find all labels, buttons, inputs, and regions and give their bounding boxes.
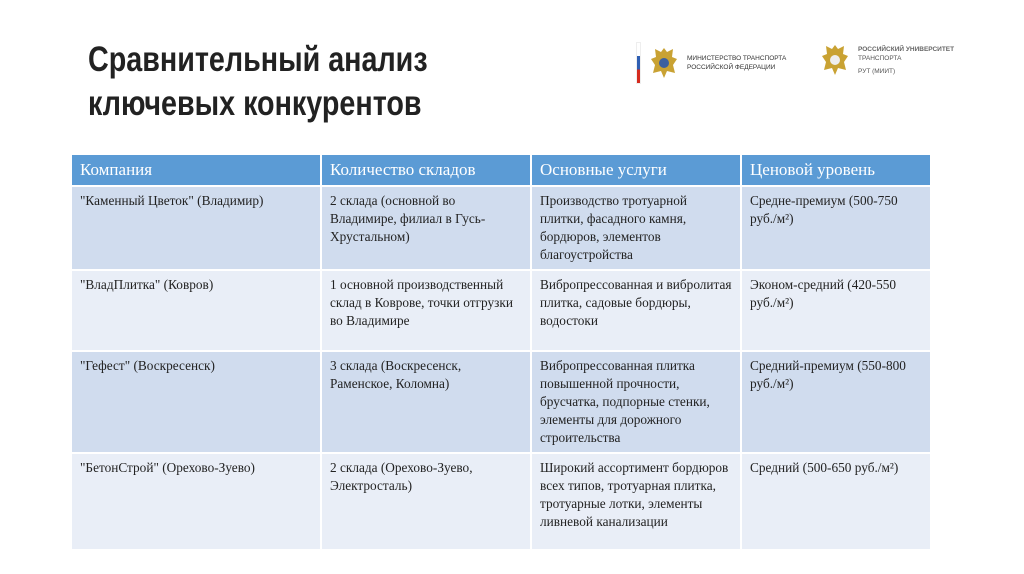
table-row — [71, 453, 931, 550]
cell-price: Эконом-средний (420-550 руб./м²) — [741, 270, 931, 351]
cell-company: "ВладПлитка" (Ковров) — [71, 270, 321, 351]
cell-services: Вибропрессованная плитка повышенной прочности, брусчатка, подпорные стенки, элементы для дорожного строительства — [531, 351, 741, 453]
table-row — [71, 351, 931, 453]
cell-company: "Гефест" (Воскресенск) — [71, 351, 321, 453]
header-warehouses: Количество складов — [321, 154, 531, 186]
cell-services: Вибропрессованная и вибролитая плитка, садовые бордюры, водостоки — [531, 270, 741, 351]
cell-price: Средний (500-650 руб./м²) — [741, 453, 931, 550]
ministry-name-2: РОССИЙСКОЙ ФЕДЕРАЦИИ — [687, 64, 776, 71]
eagle-emblem-icon — [820, 42, 850, 78]
university-abbr: РУТ (МИИТ) — [858, 67, 896, 75]
cell-warehouses: 2 склада (основной во Владимире, филиал в Гусь-Хрустальном) — [321, 186, 531, 270]
cell-warehouses: 2 склада (Орехово-Зуево, Электросталь) — [321, 453, 531, 550]
cell-services: Производство тротуарной плитки, фасадного камня, бордюров, элементов благоустройства — [531, 186, 741, 270]
university-name-2: ТРАНСПОРТА — [858, 54, 902, 62]
university-name-1: РОССИЙСКИЙ УНИВЕРСИТЕТ — [858, 45, 955, 53]
header-price: Ценовой уровень — [741, 154, 931, 186]
cell-company: "Каменный Цветок" (Владимир) — [71, 186, 321, 270]
page-title — [88, 38, 428, 126]
cell-warehouses: 1 основной производственный склад в Коврове, точки отгрузки во Владимире — [321, 270, 531, 351]
flag-stripe — [636, 42, 641, 84]
table-header-row — [71, 154, 931, 186]
title-line-1: Сравнительный анализ — [88, 40, 428, 79]
cell-warehouses: 3 склада (Воскресенск, Раменское, Коломна) — [321, 351, 531, 453]
competitors-table — [70, 153, 932, 551]
university-logo — [820, 42, 954, 78]
cell-price: Средне-премиум (500-750 руб./м²) — [741, 186, 931, 270]
header-services: Основные услуги — [531, 154, 741, 186]
table-row — [71, 270, 931, 351]
eagle-emblem-icon — [649, 45, 679, 81]
cell-company: "БетонСтрой" (Орехово-Зуево) — [71, 453, 321, 550]
title-line-2: ключевых конкурентов — [88, 84, 422, 123]
cell-services: Широкий ассортимент бордюров всех типов, тротуарная плитка, тротуарные лотки, элементы ливневой канализации — [531, 453, 741, 550]
table-row — [71, 186, 931, 270]
header-company: Компания — [71, 154, 321, 186]
ministry-name-1: МИНИСТЕРСТВО ТРАНСПОРТА — [687, 55, 787, 62]
ministry-logo — [636, 42, 786, 84]
cell-price: Средний-премиум (550-800 руб./м²) — [741, 351, 931, 453]
